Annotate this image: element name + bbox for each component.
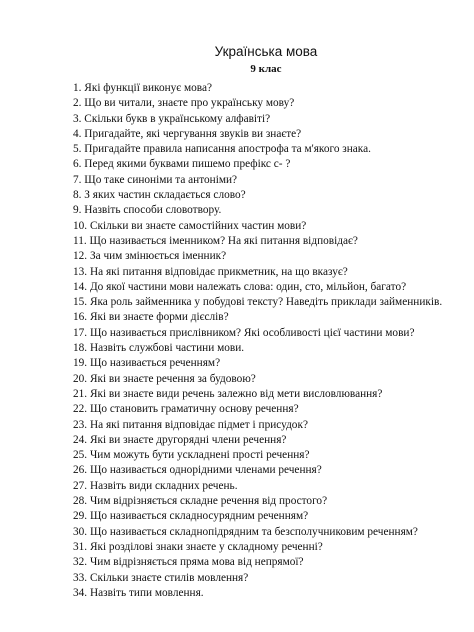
- question-item: 28. Чим відрізняється складне речення від простого?: [73, 495, 328, 508]
- question-item: 29. Що називається складносурядним реченням?: [73, 510, 309, 523]
- question-item: 33. Скільки знаєте стилів мовлення?: [73, 571, 249, 584]
- question-item: 30. Що називається складнопідрядним та безсполучниковим реченням?: [73, 525, 418, 538]
- question-item: 27. Назвіть види складних речень.: [73, 479, 238, 492]
- question-item: 24. Які ви знаєте другорядні члени речення?: [73, 433, 287, 446]
- question-item: 3. Скільки букв в українському алфавіті?: [73, 112, 271, 125]
- question-item: 10. Скільки ви знаєте самостійних частин мови?: [73, 219, 307, 232]
- question-item: 11. Що називається іменником? На які питання відповідає?: [73, 234, 358, 247]
- question-item: 17. Що називається прислівником? Які особливості цієї частини мови?: [73, 326, 415, 339]
- question-item: 25. Чим можуть бути ускладнені прості речення?: [73, 449, 310, 462]
- question-item: 1. Які функції виконує мова?: [73, 82, 212, 94]
- question-item: 23. На які питання відповідає підмет і присудок?: [73, 418, 308, 431]
- question-item: 5. Пригадайте правила написання апострофа та м'якого знака.: [73, 143, 371, 156]
- question-item: 22. Що становить граматичну основу речення?: [73, 403, 299, 416]
- question-item: 21. Які ви знаєте види речень залежно від мети висловлювання?: [73, 387, 383, 400]
- question-item: 20. Які ви знаєте речення за будовою?: [73, 372, 256, 385]
- question-list: [73, 81, 442, 601]
- question-item: 26. Що називається однорідними членами речення?: [73, 464, 322, 477]
- question-item: 9. Назвіть способи словотвору.: [73, 204, 222, 217]
- question-item: 2. Що ви читали, знаєте про українську мову?: [73, 97, 295, 110]
- question-item: 12. За чим змінюється іменник?: [73, 250, 227, 263]
- question-item: 18. Назвіть службові частини мови.: [73, 342, 245, 355]
- question-item: 6. Перед якими буквами пишемо префікс с- ?: [73, 158, 291, 171]
- question-item: 16. Які ви знаєте форми дієслів?: [73, 311, 229, 324]
- question-item: 7. Що таке синоніми та антоніми?: [73, 173, 238, 186]
- question-item: 19. Що називається реченням?: [73, 357, 221, 370]
- page-title: Українська мова: [214, 44, 318, 59]
- question-item: 34. Назвіть типи мовлення.: [73, 586, 204, 599]
- question-item: 31. Які розділові знаки знаєте у складному реченні?: [73, 540, 323, 553]
- question-item: 4. Пригадайте, які чергування звуків ви знаєте?: [73, 127, 302, 140]
- question-item: 14. До якої частини мови належать слова: один, сто, мільйон, багато?: [73, 280, 407, 293]
- question-item: 13. На які питання відповідає прикметник, на що вказує?: [73, 265, 348, 278]
- question-item: 15. Яка роль займенника у побудові тексту? Наведіть приклади займенників.: [73, 296, 443, 309]
- question-item: 32. Чим відрізняється пряма мова від непрямої?: [73, 556, 304, 569]
- question-item: 8. З яких частин складається слово?: [73, 189, 246, 202]
- grade-label: 9 клас: [250, 63, 282, 75]
